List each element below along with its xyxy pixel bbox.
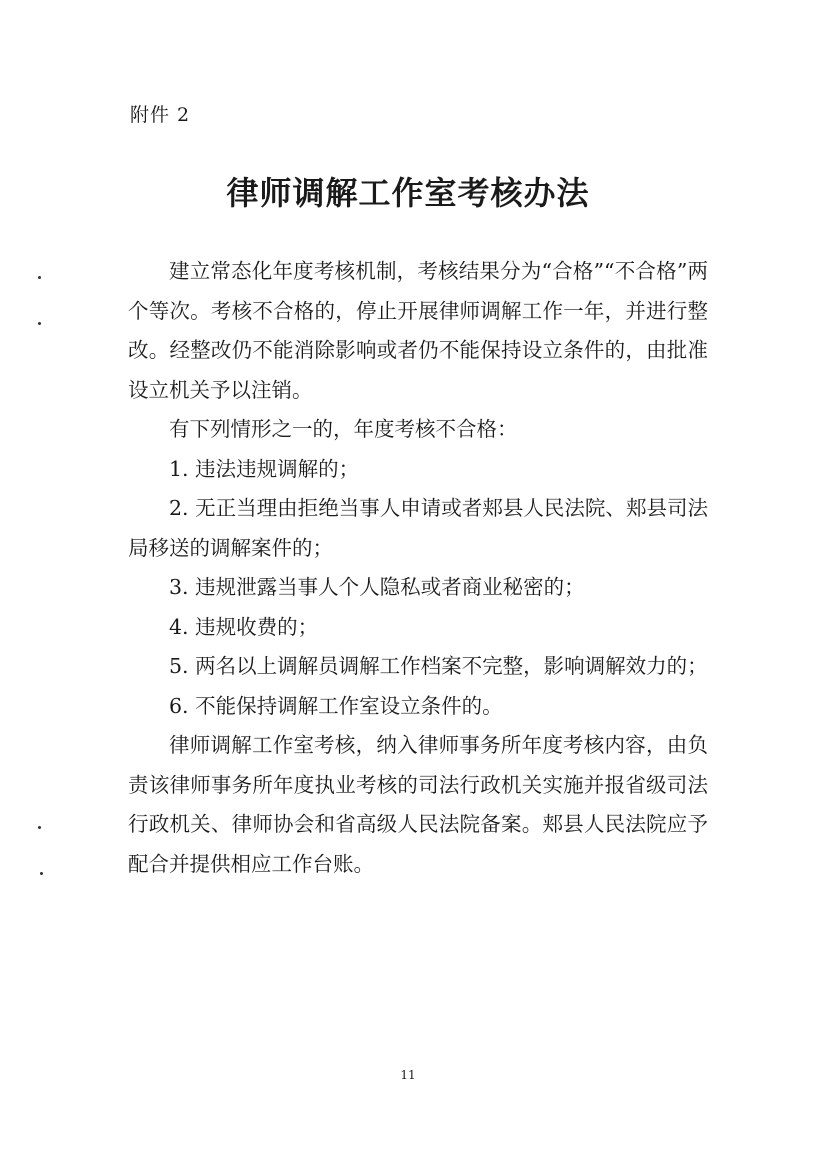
list-item-1: 1. 违法违规调解的；: [169, 456, 360, 481]
scan-speck: [38, 826, 41, 829]
paragraph-failing-conditions-intro: 有下列情形之一的，年度考核不合格：: [169, 417, 518, 441]
paragraph-assessment-implementation: 律师调解工作室考核，纳入律师事务所年度考核内容，由负责该律师事务所年度执业考核的司法行政机关实施并报省级司法行政机关、律师协会和省高级人民法院备案。郏县人民法院应予配合并提供相应工作台账。: [128, 733, 708, 876]
attachment-label: 附件 2: [130, 104, 191, 126]
paragraph-assessment-mechanism: 建立常态化年度考核机制，考核结果分为“合格”“不合格”两个等次。考核不合格的，停止开展律师调解工作一年，并进行整改。经整改仍不能消除影响或者仍不能保持设立条件的，由批准设立机关予以注销。: [128, 259, 708, 402]
list-item-3: 3. 违规泄露当事人个人隐私或者商业秘密的；: [169, 575, 585, 599]
scan-speck: [38, 322, 41, 325]
scan-speck: [40, 872, 43, 875]
list-item-5: 5. 两名以上调解员调解工作档案不完整，影响调解效力的；: [169, 654, 708, 678]
scan-speck: [38, 276, 41, 279]
list-item-2: 2. 无正当理由拒绝当事人申请或者郏县人民法院、郏县司法局移送的调解案件的；: [128, 496, 708, 560]
document-title: 律师调解工作室考核办法: [226, 174, 590, 212]
page-number: 11: [400, 1068, 416, 1082]
document-body: [128, 252, 708, 884]
list-item-6: 6. 不能保持调解工作室设立条件的。: [169, 693, 503, 718]
list-item-4: 4. 违规收费的；: [169, 614, 319, 639]
